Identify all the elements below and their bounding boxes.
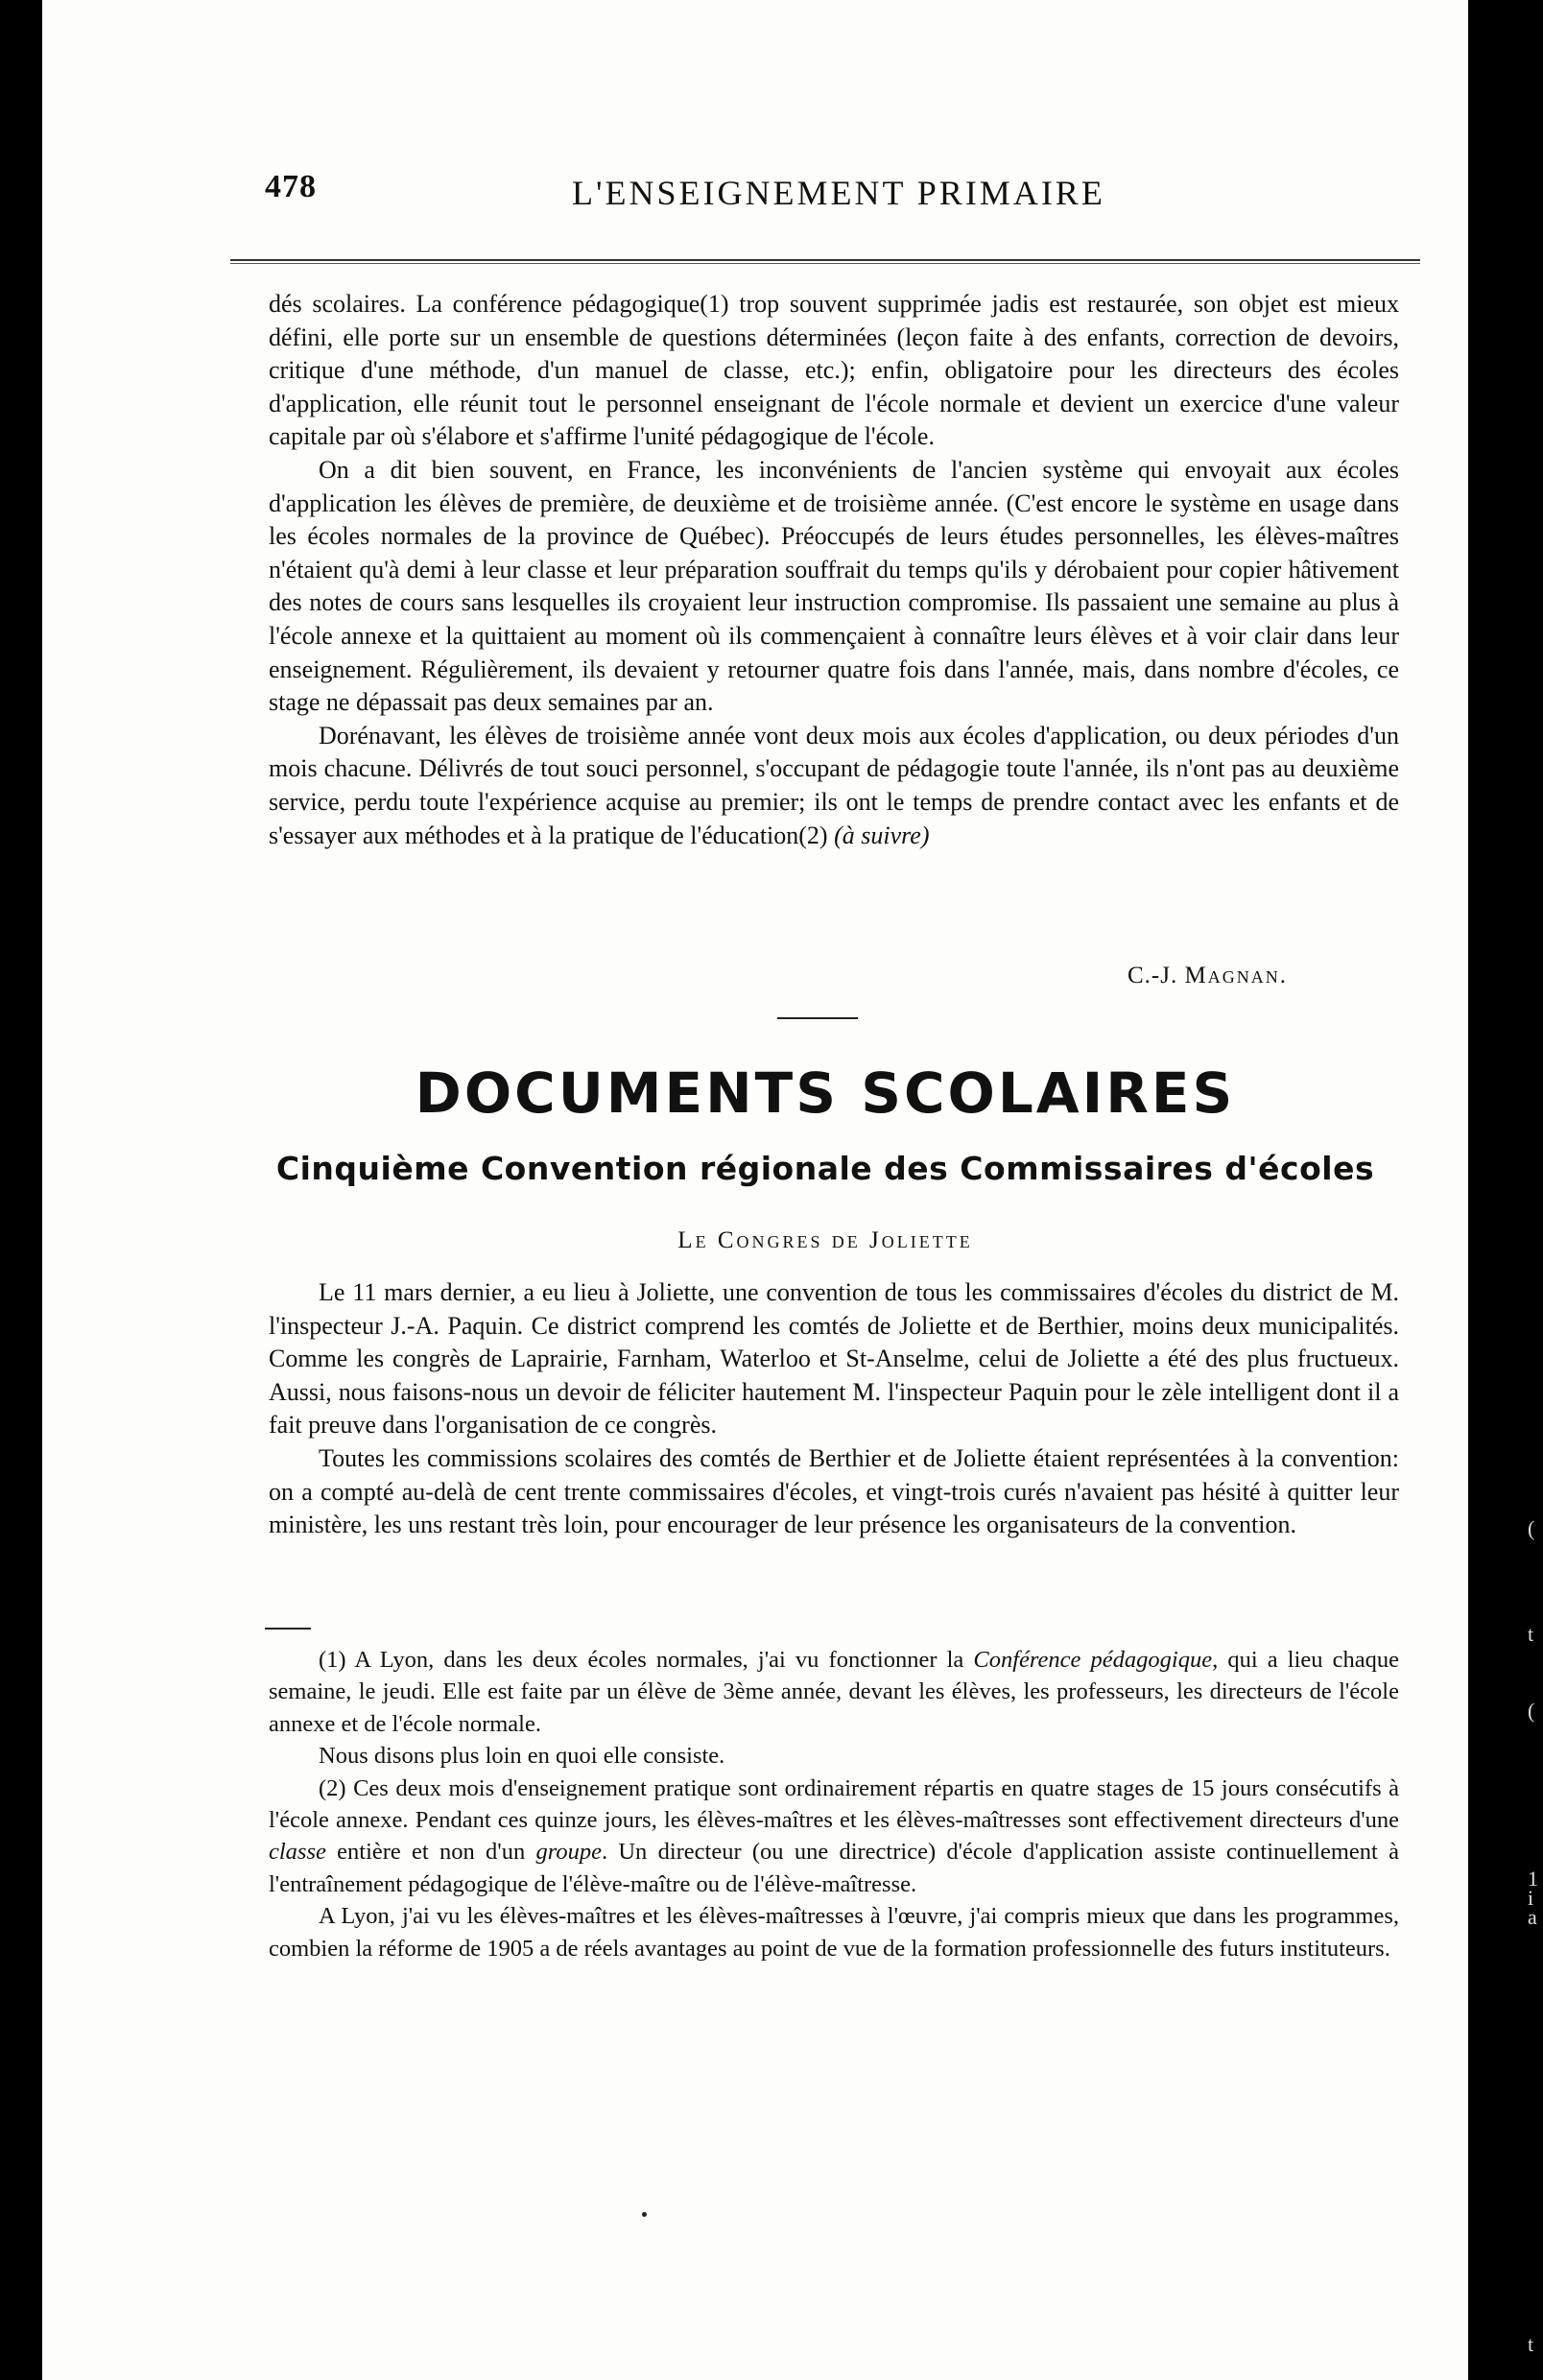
footnote-2-emphasis-groupe: groupe (535, 1839, 602, 1866)
article-body (269, 288, 1399, 852)
page-content (230, 154, 1420, 1962)
footnote-1 (269, 1644, 1399, 1740)
author-signature (1128, 963, 1288, 989)
ink-speck (642, 2212, 647, 2217)
footnote-1-text: (1) A Lyon, dans les deux écoles normales, j'ai vu fonctionner la (319, 1647, 974, 1673)
signature-initials: C.-J. (1128, 963, 1185, 988)
article-paragraph-2: On a dit bien souvent, en France, les inconvénients de l'ancien système qui envoyait aux écoles d'application les élèves de première, de deuxième et de troisième année. (C'est encore le système en usage dans les écoles normales de la province de Québec). Préoccupés de leurs études personnelles, les élèves-maîtres n'étaient qu'à demi à leur classe et leur préparation souffrait du temps qu'ils y dérobaient pour copier hâtivement des notes de cours sans lesquelles ils croyaient leur instruction compromise. Ils passaient une semaine au plus à l'école annexe et la quittaient au moment où ils commençaient à connaître leurs élèves et à voir clair dans leur enseignement. Régulièrement, ils devaient y retourner quatre fois dans l'année, mais, dans nombre d'écoles, ce stage ne dépassait pas deux semaines par an. (269, 455, 1399, 717)
footnote-2 (269, 1773, 1399, 1901)
header-rule (230, 259, 1420, 264)
footnote-rule (265, 1628, 311, 1630)
footnotes (269, 1644, 1399, 1964)
section-body (269, 1276, 1399, 1542)
margin-glyph: i (1528, 1886, 1534, 1910)
footnote-2-text-mid: entière et non d'un (325, 1839, 536, 1866)
scan-left-border (0, 0, 42, 2380)
article-paragraph-3 (269, 720, 1399, 852)
section-subheading: Cinquième Convention régionale des Commissaires d'écoles (275, 1150, 1375, 1187)
footnote-1-text-end: , qui a lieu chaque semaine, le jeudi. Elle est faite par un élève de 3ème année, devant les élèves, les professeurs, les directeurs de l'école annexe et de l'école normale. (269, 1647, 1400, 1737)
article-paragraph-1: dés scolaires. La conférence pédagogique(1) trop souvent supprimée jadis est restaurée, son objet est mieux défini, elle porte sur un ensemble de questions déterminées (leçon faite à des enfants, correction de devoirs, critique d'une méthode, d'un manuel de classe, etc.); enfin, obligatoire pour les directeurs des écoles d'application, elle réunit tout le personnel enseignant de l'école normale et devient un exercice d'une valeur capitale par où s'élabore et s'affirme l'unité pédagogique de l'école. (269, 290, 1399, 451)
margin-glyph: ( (1528, 1699, 1535, 1723)
footnote-2-text-end: . Un directeur (ou une directrice) d'école d'application assiste continuellement à l'entraînement pédagogique de l'élève-maître ou de l'élève-maîtresse. (269, 1839, 1399, 1897)
footnote-3: A Lyon, j'ai vu les élèves-maîtres et les élèves-maîtresses à l'œuvre, j'ai compris mieux que dans les programmes, combien la réforme de 1905 a de réels avantages au point de vue de la formation professionnelle des futurs instituteurs. (269, 1903, 1399, 1962)
section-paragraph-2: Toutes les commissions scolaires des comtés de Berthier et de Joliette étaient représentées à la convention: on a compté au-delà de cent trente commissaires d'écoles, et vingt-trois curés n'avaient pas hésité à quitter leur ministère, les uns restant très loin, pour encourager de leur présence les organisateurs de la convention. (269, 1443, 1399, 1539)
article-paragraph-3-text: Dorénavant, les élèves de troisième année vont deux mois aux écoles d'application, ou deux périodes d'un mois chacune. Délivrés de tout souci personnel, s'occupant de pédagogie toute l'année, ils n'ont pas au deuxième service, perdu toute l'expérience acquise au premier; ils ont le temps de prendre contact avec les enfants et de s'essayer aux méthodes et à la pratique de l'éducation(2) (269, 721, 1399, 849)
margin-glyph: a (1528, 1905, 1537, 1929)
margin-glyph: 1 (1528, 1867, 1538, 1891)
footnote-1-emphasis: Conférence pédagogique (973, 1647, 1213, 1673)
footnote-2-text: (2) Ces deux mois d'enseignement pratique sont ordinairement répartis en quatre stages de 15 jours consécutifs à l'école annexe. Pendant ces quinze jours, les élèves-maîtres et les élèves-maîtresses sont effectivement directeurs d'une (269, 1774, 1399, 1834)
footnote-2-emphasis-classe: classe (269, 1839, 326, 1866)
page-number: 478 (265, 169, 317, 204)
running-head (230, 154, 1420, 211)
margin-glyph: t (1528, 2332, 1534, 2356)
section-paragraph-1: Le 11 mars dernier, a eu lieu à Joliette, une convention de tous les commissaires d'écoles du district de M. l'inspecteur J.-A. Paquin. Ce district comprend les comtés de Joliette et de Berthier, moins deux municipalités. Comme les congrès de Laprairie, Farnham, Waterloo et St-Anselme, celui de Joliette a été des plus fructueux. Aussi, nous faisons-nous un devoir de féliciter hautement M. l'inspecteur Paquin pour le zèle intelligent dont il a fait preuve dans l'organisation de ce congrès. (269, 1278, 1399, 1440)
section-divider (777, 1017, 858, 1019)
continued-note: (à suivre) (834, 821, 930, 849)
document-page (42, 0, 1468, 2380)
signature-surname: Magnan. (1184, 963, 1288, 988)
adjacent-page-strip (1468, 0, 1543, 2380)
footnote-1-continuation: Nous disons plus loin en quoi elle consiste. (319, 1743, 725, 1770)
section-heading: DOCUMENTS SCOLAIRES (415, 1060, 1236, 1126)
margin-glyph: t (1528, 1622, 1534, 1646)
margin-glyph: ( (1528, 1516, 1535, 1540)
subsection-title: Le Congres de Joliette (677, 1227, 973, 1253)
running-title: L'ENSEIGNEMENT PRIMAIRE (572, 174, 1105, 212)
